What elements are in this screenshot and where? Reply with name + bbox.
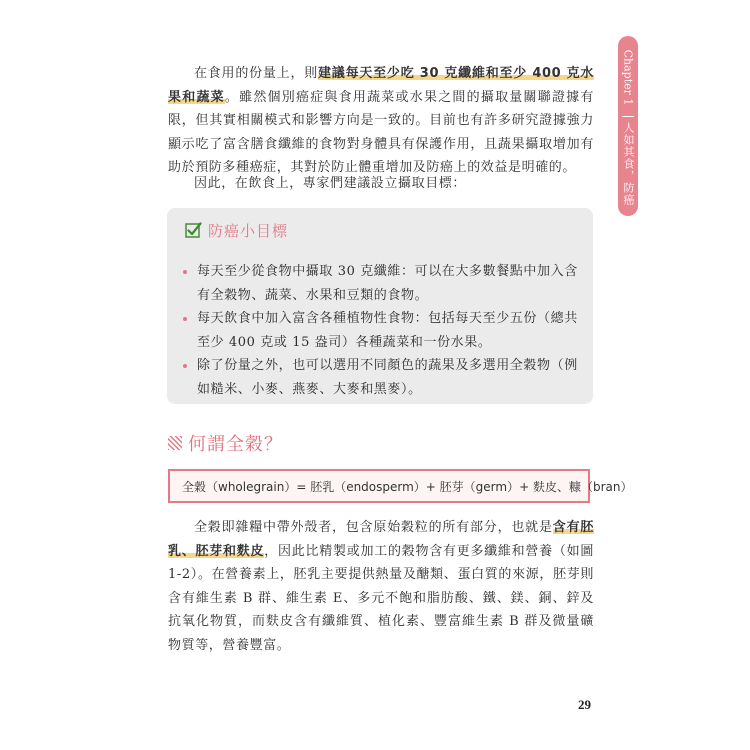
goal-item (181, 354, 581, 401)
hatched-square-icon (168, 436, 182, 450)
paragraph-intake (168, 62, 594, 180)
section-title: 何謂全穀？ (188, 434, 283, 455)
highlight-grain-parts: 含有胚乳、胚芽和麩皮 (168, 520, 594, 559)
wholegrain-formula-box (168, 469, 633, 503)
goal-item-text: 每天飲食中加入富含各種植物性食物：包括每天至少五份（總共至少 400 克或 15 盎司）各種蔬菜和一份水果。 (197, 311, 578, 350)
chapter-tab-title: 人如其食，防癌要及時 (602, 122, 635, 206)
chapter-side-tab (602, 36, 638, 216)
paragraph-intake-rest: 。雖然個別癌症與食用蔬菜或水果之間的攝取量關聯證據有限，但其實相關模式和影響方向是一致的。目前也有許多研究證據強力顯示吃了富含膳食纖維的食物對身體具有保護作用，且蔬果攝取增加有助於預防多種癌症，其對於防止體重增加及防癌上的效益是明確的。 (168, 89, 594, 175)
section-heading (168, 430, 283, 456)
goal-item-text: 除了份量之外，也可以選用不同顏色的蔬果及多選用全穀物（例如糙米、小麥、燕麥、大麥和黑麥）。 (197, 358, 578, 397)
paragraph-wholegrain (168, 516, 594, 657)
goal-item-text: 每天至少從食物中攝取 30 克纖維：可以在大多數餐點中加入含有全穀物、蔬菜、水果和豆類的食物。 (197, 264, 578, 303)
goal-box-header (185, 220, 288, 241)
paragraph-wholegrain-rest: ，因此比精製或加工的穀物含有更多纖維和營養（如圖 1-2）。在營養素上，胚乳主要提供熱量及醣類、蛋白質的來源，胚芽則含有維生素 B 群、維生素 E、多元不飽和脂肪酸、鐵、鎂、銅、鋅及抗氧化物質，而麩皮含有纖維質、植化素、豐富維生素 B 群及微量礦物質等，營養豐富。 (168, 543, 595, 653)
paragraph-intake-lead: 在食用的份量上，則 (194, 66, 319, 81)
goal-item (181, 260, 581, 307)
highlight-fiber-recommendation: 建議每天至少吃 30 克纖維和至少 400 克水果和蔬菜 (168, 66, 595, 105)
bullet-dot-icon (183, 364, 187, 368)
goal-list (181, 260, 581, 401)
chapter-tab-divider (622, 116, 634, 117)
goal-box-title: 防癌小目標 (208, 222, 289, 240)
wholegrain-formula: 全穀（wholegrain）= 胚乳（endosperm）+ 胚芽（germ）+ 麩皮、糠（bran） (182, 479, 633, 494)
bullet-dot-icon (183, 317, 187, 321)
paragraph-wholegrain-lead: 全穀即雜糧中帶外殼者，包含原始穀粒的所有部分，也就是 (194, 520, 553, 535)
chapter-label-wrap (618, 44, 638, 110)
cancer-prevention-goals-box (167, 208, 593, 404)
bullet-dot-icon (183, 270, 187, 274)
page-number: 29 (578, 697, 591, 712)
goal-item (181, 307, 581, 354)
checkbox-checked-icon (185, 222, 202, 239)
paragraph-goal-intro: 因此，在飲食上，專家們建議設立攝取目標： (194, 176, 467, 191)
chapter-label: Chapter 1 (621, 49, 635, 105)
